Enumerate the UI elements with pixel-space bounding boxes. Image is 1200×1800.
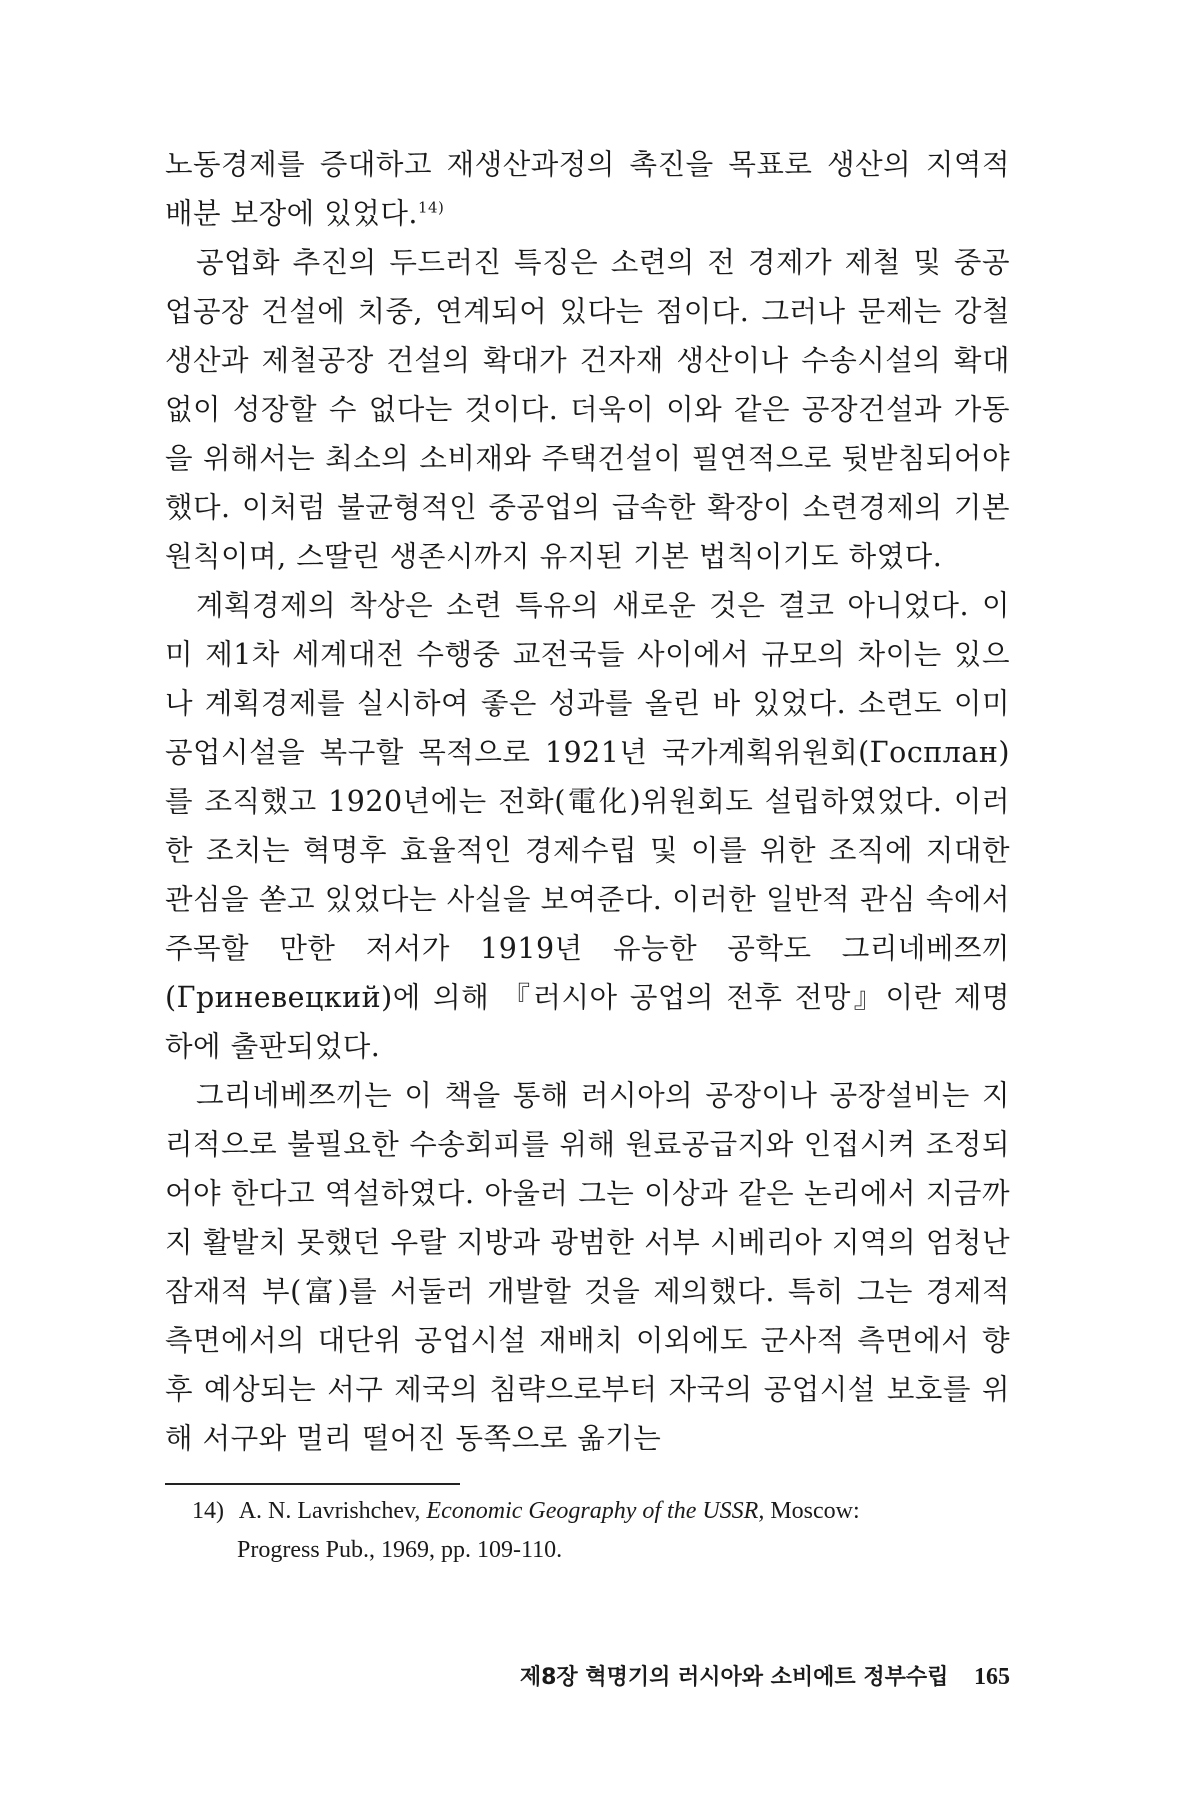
footnote-publisher: Progress Pub., 1969, pp. 109-110. <box>237 1537 563 1563</box>
paragraph-1-text: 노동경제를 증대하고 재생산과정의 촉진을 목표로 생산의 지역적 배분 보장에 있었다. <box>165 148 1010 230</box>
chapter-title: 제8장 혁명기의 러시아와 소비에트 정부수립 <box>519 1665 949 1690</box>
footnote-author: A. N. Lavrishchev, <box>238 1498 421 1524</box>
footnote-divider <box>165 1483 460 1485</box>
paragraph-1 <box>165 140 1010 238</box>
footnote-number: 14) <box>192 1498 224 1524</box>
main-text <box>165 140 1010 1463</box>
footnote <box>192 1492 1010 1570</box>
footnote-reference: 14) <box>417 198 445 217</box>
running-footer <box>425 1660 1010 1691</box>
paragraph-4: 그리네베쯔끼는 이 책을 통해 러시아의 공장이나 공장설비는 지리적으로 불필요한 수송회피를 위해 원료공급지와 인접시켜 조정되어야 한다고 역설하였다. 아울러 그는 이상과 같은 논리에서 지금까지 활발치 못했던 우랄 지방과 광범한 서부 시베리아 지역의 엄청난 잠재적 부(富)를 서둘러 개발할 것을 제의했다. 특히 그는 경제적 측면에서의 대단위 공업시설 재배치 이외에도 군사적 측면에서 향후 예상되는 서구 제국의 침략으로부터 자국의 공업시설 보호를 위해 서구와 멀리 떨어진 동쪽으로 옮기는 <box>165 1079 1010 1455</box>
footnote-place: Moscow: <box>770 1498 860 1524</box>
footnote-title: Economic Geography of the USSR, <box>426 1498 765 1524</box>
paragraph-3: 계획경제의 착상은 소련 특유의 새로운 것은 결코 아니었다. 이미 제1차 세계대전 수행중 교전국들 사이에서 규모의 차이는 있으나 계획경제를 실시하여 좋은 성과를 올린 바 있었다. 소련도 이미 공업시설을 복구할 목적으로 1921년 국가계획위원회(Госплан)를 조직했고 1920년에는 전화(電化)위원회도 설립하였었다. 이러한 조치는 혁명후 효율적인 경제수립 및 이를 위한 조직에 지대한 관심을 쏟고 있었다는 사실을 보여준다. 이러한 일반적 관심 속에서 주목할 만한 저서가 1919년 유능한 공학도 그리네베쯔끼(Гриневецкий)에 의해 『러시아 공업의 전후 전망』이란 제명하에 출판되었다. <box>165 589 1010 1063</box>
paragraph-2: 공업화 추진의 두드러진 특징은 소련의 전 경제가 제철 및 중공업공장 건설에 치중, 연계되어 있다는 점이다. 그러나 문제는 강철생산과 제철공장 건설의 확대가 건자재 생산이나 수송시설의 확대 없이 성장할 수 없다는 것이다. 더욱이 이와 같은 공장건설과 가동을 위해서는 최소의 소비재와 주택건설이 필연적으로 뒷받침되어야 했다. 이처럼 불균형적인 중공업의 급속한 확장이 소련경제의 기본 원칙이며, 스딸린 생존시까지 유지된 기본 법칙이기도 하였다. <box>165 246 1010 573</box>
page-number: 165 <box>974 1664 1010 1690</box>
